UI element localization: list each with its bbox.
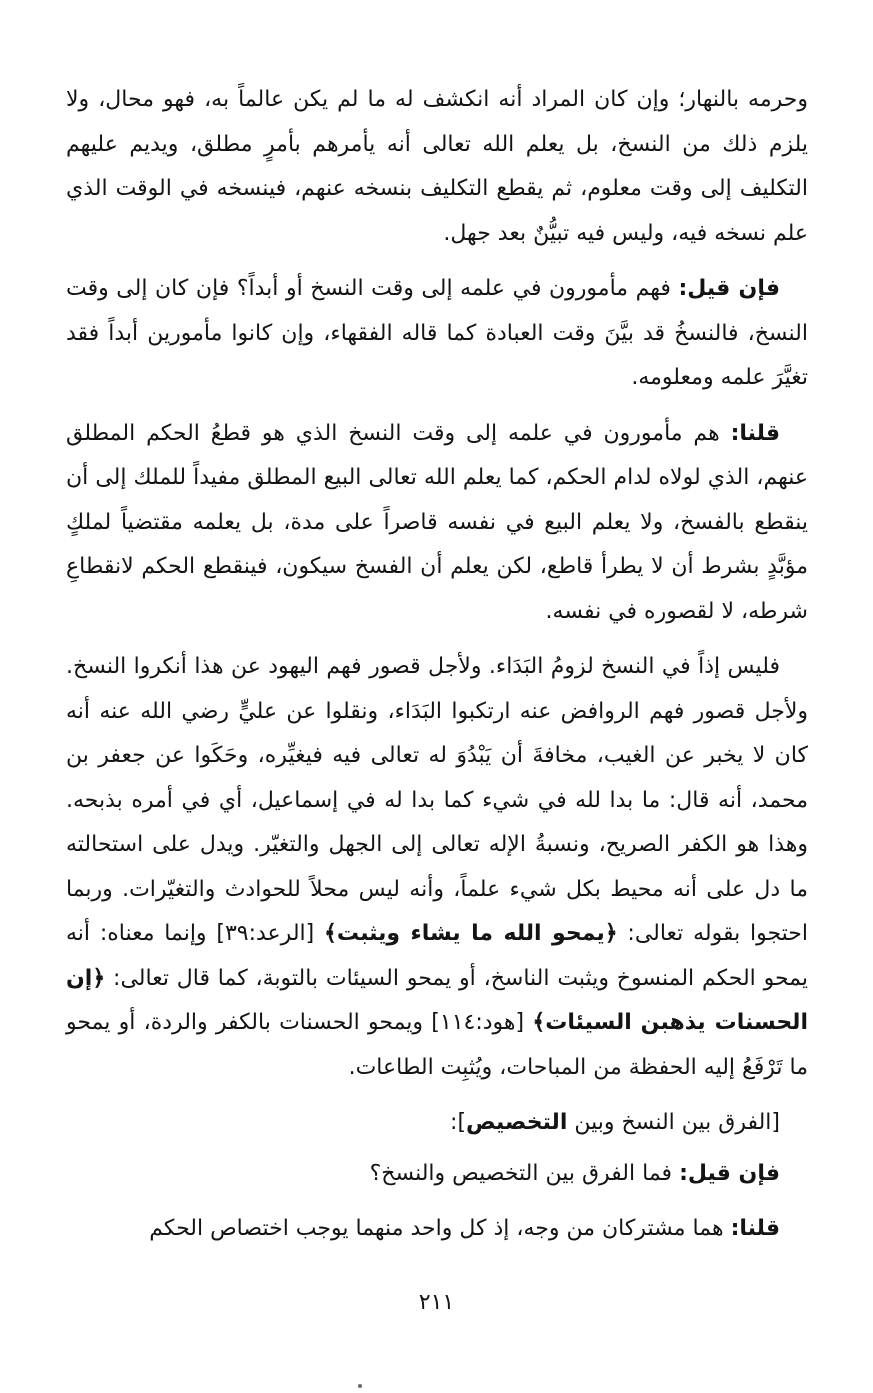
verse-reference-1: [الرعد:٣٩]	[216, 921, 315, 946]
section-heading	[66, 1101, 808, 1146]
quran-verse-2: ﴿إن الحسنات يذهبن السيئات﴾	[66, 965, 808, 1035]
section-heading-bold: التخصيص	[466, 1110, 568, 1135]
paragraph-2-lead: فإن قيل:	[678, 276, 780, 301]
section-heading-open: [الفرق بين النسخ وبين	[574, 1110, 780, 1135]
paragraph-1-text: وحرمه بالنهار؛ وإن كان المراد أنه انكشف له ما لم يكن عالماً به، فهو محال، ولا يلزم ذلك من النسخ، بل يعلم الله تعالى أنه يأمرهم بأمرٍ مطلق، ويديم عليهم التكليف إلى وقت معلوم، ثم يقطع التكليف بنسخه عنهم، فينسخه في الوقت الذي علم نسخه فيه، وليس فيه تبيُّنٌ بعد جهل.	[66, 87, 808, 246]
section-heading-close: ]:	[450, 1110, 467, 1135]
page-number: ٢١١	[418, 1290, 455, 1315]
paragraph-4-part2: وإنما معناه: أنه يمحو الحكم المنسوخ ويثبت الناسخ، أو يمحو السيئات بالتوبة، كما قال تعالى:	[66, 921, 808, 991]
page-body	[66, 78, 808, 1263]
question-text: فما الفرق بين التخصيص والنسخ؟	[369, 1160, 673, 1186]
paragraph-3-lead: قلنا:	[730, 420, 780, 446]
paragraph-1	[66, 78, 808, 256]
scan-speck	[358, 1384, 362, 1388]
answer-paragraph	[66, 1207, 808, 1252]
paragraph-3-text: هم مأمورون في علمه إلى وقت النسخ الذي هو قطعُ الحكم المطلق عنهم، الذي لولاه لدام الحكم، كما يعلم الله تعالى البيع المطلق مفيداً للملك إلى أن ينقطع بالفسخ، ولا يعلم البيع في نفسه قاصراً على مدة، بل يعلمه مقتضياً لملكٍ مؤبَّدٍ بشرط أن لا يطرأ قاطع، لكن يعلم أن الفسخ سيكون، فينقطع الحكم لانقطاعِ شرطه، لا لقصوره في نفسه.	[66, 420, 808, 624]
paragraph-2-text: فهم مأمورون في علمه إلى وقت النسخ أو أبداً؟ فإن كان إلى وقت النسخ، فالنسخُ قد بيَّنَ وقت العبادة كما قاله الفقهاء، وإن كانوا مأمورين أبداً فقد تغيَّرَ علمه ومعلومه.	[66, 276, 808, 390]
paragraph-4-part3: ويمحو الحسنات بالكفر والردة، أو يمحو ما تَرْفَعُ إليه الحفظة من المباحات، ويُثبِت الطاعات.	[66, 1010, 808, 1080]
question-lead: فإن قيل:	[679, 1160, 780, 1186]
answer-lead: قلنا:	[730, 1216, 780, 1241]
paragraph-2	[66, 267, 808, 401]
verse-reference-2: [هود:١١٤]	[431, 1010, 525, 1035]
paragraph-4-part1: فليس إذاً في النسخ لزومُ البَدَاء. ولأجل قصور فهم اليهود عن هذا أنكروا النسخ. ولأجل قصور فهم الروافض عنه ارتكبوا البَدَاء، ونقلوا عن عليٍّ رضي الله عنه أنه كان لا يخبر عن الغيب، مخافةَ أن يَبْدُوَ له تعالى فيه فيغيِّره، وحَكَوا عن جعفر بن محمد، أنه قال: ما بدا لله في شيء كما بدا له في إسماعيل، أي في أمره بذبحه. وهذا هو الكفر الصريح، ونسبةُ الإله تعالى إلى الجهل والتغيّر. ويدل على استحالته ما دل على أنه محيط بكل شيء علماً، وأنه ليس محلاً للحوادث والتغيّرات. وربما احتجوا بقوله تعالى:	[66, 654, 809, 946]
paragraph-3	[66, 412, 808, 635]
question-paragraph	[66, 1152, 808, 1197]
paragraph-4	[66, 645, 808, 1090]
quran-verse-1: ﴿يمحو الله ما يشاء ويثبت﴾	[324, 921, 618, 946]
answer-text: هما مشتركان من وجه، إذ كل واحد منهما يوجب اختصاص الحكم	[149, 1216, 724, 1241]
